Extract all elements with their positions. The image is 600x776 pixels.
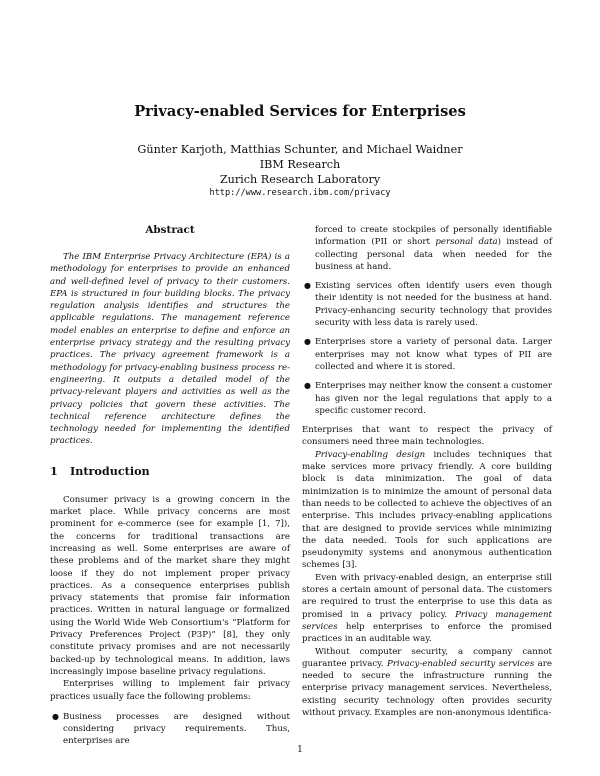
right-paragraph-4: Without computer security, a company cannot guarantee privacy. Privacy-enabled security services are needed to secure the infrastructure running the enterprise privacy management services. Nevertheless, existing security technology often provides security without privacy. Examples are non-anonymous identifica- <box>302 646 552 718</box>
left-column <box>50 224 290 755</box>
list-item: ● Enterprises store a variety of personal data. Larger enterprises may not know what types of PII are collected and where it is stored. <box>304 337 552 372</box>
right-column <box>302 224 552 719</box>
bullet-icon: ● <box>52 711 59 721</box>
paper-title: Privacy-enabled Services for Enterprises <box>134 103 466 120</box>
affiliation: IBM Research <box>259 158 341 171</box>
abstract-heading: Abstract <box>145 224 195 236</box>
intro-paragraph-1: Consumer privacy is a growing concern in the market place. While privacy concerns are most prominent for e-commerce (see for example [1, 7]), the concerns for traditional transactions are increasing as well. Some enterprises are aware of these problems and of the market share they might loose if they do not implement proper privacy practices. As a consequence enterprises publish privacy statements that promise fair information practices. Written in natural language or formalized using the World Wide Web Consortium's “Platform for Privacy Preferences Project (P3P)” [8], they only constitute privacy promises and are not necessarily backed-up by technological means. In addition, laws increasingly impose baseline privacy regulations. <box>50 494 290 677</box>
bullet-icon: ● <box>304 381 311 391</box>
laboratory: Zurich Research Laboratory <box>219 173 381 186</box>
list-item: ● Business processes are designed without considering privacy requirements. Thus, enterprises are <box>52 711 290 747</box>
bullet-icon: ● <box>304 337 311 347</box>
problem-list-continued <box>302 224 552 417</box>
section-title: Introduction <box>70 463 150 478</box>
right-paragraph-3: Even with privacy-enabled design, an enterprise still stores a certain amount of personal data. The customers are required to trust the enterprise to use this data as promised in a privacy policy. Privacy management services help enterprises to enforce the promised practices in an auditable way. <box>302 572 552 645</box>
list-item: ● Enterprises may neither know the consent a customer has given nor the legal regulations that apply to a specific customer record. <box>304 381 552 416</box>
page-number: 1 <box>297 745 303 755</box>
right-paragraph-2: Privacy-enabling design includes techniques that make services more privacy friendly. A core building block is data minimization. The goal of data minimization is to minimize the amount of personal data than needs to be collected to achieve the objectives of an enterprise. This includes privacy-enabling applications that are designed to provide services while minimizing the data needed. Tools for such applications are pseudonymity systems and anonymous authentication schemes [3]. <box>302 449 552 571</box>
authors: Günter Karjoth, Matthias Schunter, and Michael Waidner <box>137 143 463 156</box>
abstract-text: The IBM Enterprise Privacy Architecture (EPA) is a methodology for enterprises to provide an enhanced and well-defined level of privacy to their customers. EPA is structured in four building blocks. The privacy regulation analysis identifies and structures the applicable regulations. The management reference model enables an enterprise to define and enforce an enterprise privacy strategy and the resulting privacy practices. The privacy agreement framework is a methodology for privacy-enabling business process re-engineering. It outputs a detailed model of the privacy-relevant players and activities as well as the privacy policies that govern these activities. The technical reference architecture defines the technology needed for implementing the identified practices. <box>50 252 290 447</box>
list-item: ● Existing services often identify users even though their identity is not needed for the business at hand. Privacy-enhancing security technology that provides security with less data is rarely used. <box>304 281 552 329</box>
url[interactable]: http://www.research.ibm.com/privacy <box>209 188 391 198</box>
intro-paragraph-2: Enterprises willing to implement fair privacy practices usually face the following problems: <box>50 679 290 702</box>
bullet-icon: ● <box>304 281 311 291</box>
problem-list <box>50 711 290 748</box>
list-item: forced to create stockpiles of personally identifiable information (PII or short personal data) instead of collecting personal data when needed for the business at hand. <box>315 225 552 272</box>
section-heading-introduction <box>50 464 290 478</box>
section-number: 1 <box>50 463 58 478</box>
right-paragraph-1: Enterprises that want to respect the privacy of consumers need three main technologies. <box>302 425 552 448</box>
